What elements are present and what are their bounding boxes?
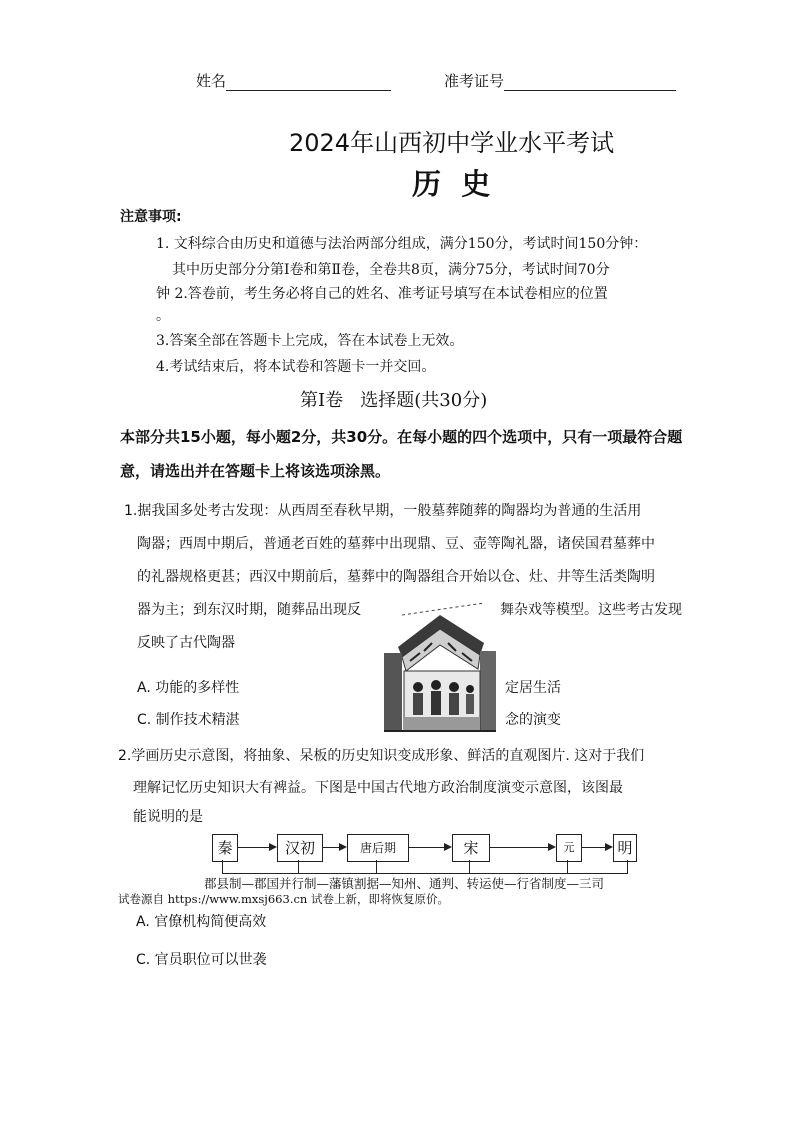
dynasty-box-song: 宋: [452, 834, 490, 862]
exam-id-field: [444, 70, 676, 91]
notice-item: 其中历史部分分第Ⅰ卷和第Ⅱ卷，全卷共8页，满分75分，考试时间70分: [172, 262, 610, 278]
q1-option-b-partial: 定居生活: [505, 680, 561, 696]
arrow-right-icon: [323, 847, 345, 848]
diagram-caption: 郡县制—郡国并行制—藩镇割据—知州、通判、转运使—行省制度—三司: [204, 876, 605, 891]
name-field: [196, 70, 391, 91]
dynasty-box-yuan: 元: [556, 834, 582, 862]
q1-stem-line: 陶器；西周中期后，普通老百姓的墓葬中出现鼎、豆、壶等陶礼器，诸侯国君墓葬中: [137, 536, 655, 552]
q1-option-a: A. 功能的多样性: [137, 680, 240, 696]
q1-stem-line: 反映了古代陶器: [137, 635, 235, 651]
section-instruction: 意，请选出并在答题卡上将该选项涂黑。: [120, 462, 391, 480]
notice-item: 4.考试结束后，将本试卷和答题卡一并交回。: [156, 359, 436, 375]
arrow-right-icon: [238, 847, 275, 848]
notice-item: 。: [156, 308, 170, 324]
q2-option-c: C. 官员职位可以世袭: [136, 952, 267, 968]
q1-stem-line: 的礼器规格更甚；西汉中期前后，墓葬中的陶器组合开始以仓、灶、井等生活类陶明: [137, 569, 655, 585]
arrow-right-icon: [582, 847, 611, 848]
q2-option-a: A. 官僚机构简便高效: [136, 914, 267, 930]
dynasty-box-late-tang: 唐后期: [347, 834, 409, 862]
notice-heading: 注意事项:: [120, 209, 182, 225]
q2-stem-line: 能说明的是: [133, 809, 203, 825]
name-label: 姓名: [196, 72, 227, 90]
q1-stem-line: 器为主；到东汉时期，随葬品出现反: [137, 602, 361, 618]
notice-item: 1. 文科综合由历史和道德与法治两部分组成，满分150分，考试时间150分钟：: [156, 236, 648, 252]
subject-title: 历 史: [412, 167, 491, 201]
section-title: 第Ⅰ卷 选择题(共30分): [300, 390, 488, 411]
exam-id-label: 准考证号: [444, 72, 505, 90]
q2-stem-line: 理解记忆历史知识大有裨益。下图是中国古代地方政治制度演变示意图，该图最: [133, 780, 623, 796]
q2-stem-line: 2.学画历史示意图，将抽象、呆板的历史知识变成形象、鲜活的直观图片. 这对于我们: [118, 748, 645, 764]
exam-title: 2024年山西初中学业水平考试: [289, 129, 615, 157]
q1-stem-line: 1.据我国多处考古发现：从西周至春秋早期，一般墓葬随葬的陶器均为普通的生活用: [124, 503, 642, 519]
source-watermark: 试卷源自 https://www.mxsj663.cn 试卷上新，即将恢复原价。: [118, 892, 449, 906]
notice-item: 钟 2.答卷前，考生务必将自己的姓名、准考证号填写在本试卷相应的位置: [156, 286, 608, 302]
q1-option-d-partial: 念的演变: [505, 712, 561, 728]
dynasty-box-ming: 明: [613, 834, 637, 862]
arrow-right-icon: [409, 847, 450, 848]
dynasty-box-early-han: 汉初: [277, 834, 323, 862]
notice-item: 3.答案全部在答题卡上完成，答在本试卷上无效。: [156, 333, 464, 349]
name-blank: [226, 74, 391, 91]
section-instruction: 本部分共15小题，每小题2分，共30分。在每小题的四个选项中，只有一项最符合题: [120, 428, 683, 446]
q1-option-c: C. 制作技术精湛: [137, 712, 240, 728]
dynasty-box-qin: 秦: [212, 834, 238, 862]
q1-stem-line: 舞杂戏等模型。这些考古发现: [500, 602, 682, 618]
arrow-right-icon: [490, 847, 554, 848]
pottery-model-image: [380, 595, 500, 735]
exam-id-blank: [504, 74, 676, 91]
